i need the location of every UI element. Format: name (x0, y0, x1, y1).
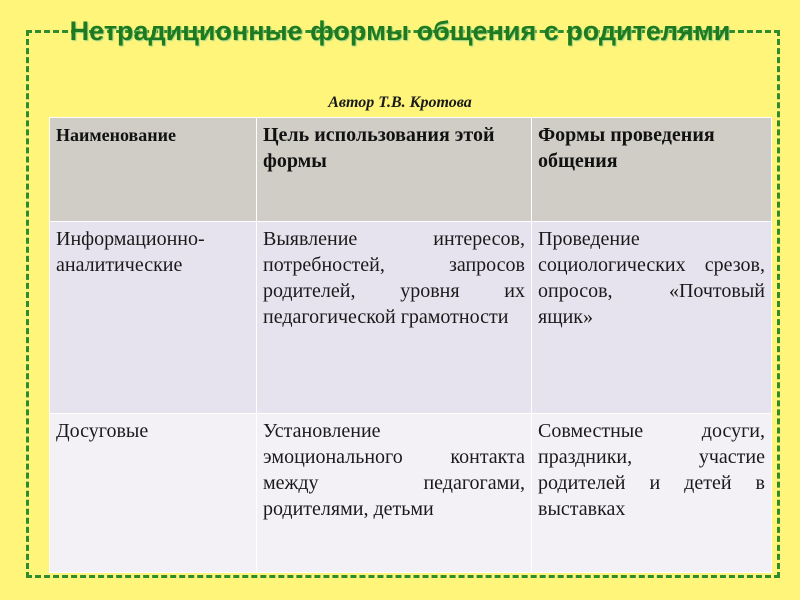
row-forms-cell: Проведение социологических срезов, опросов, «Почтовый ящик» (532, 222, 772, 414)
header-forms: Формы проведения общения (532, 118, 772, 222)
header-goal: Цель использования этой формы (257, 118, 532, 222)
author-subtitle: Автор Т.В. Кротова (328, 94, 472, 111)
table-header-row (50, 118, 772, 222)
header-name: Наименование (50, 118, 257, 222)
row-goal-cell: Установление эмоционального контакта между педагогами, родителями, детьми (257, 414, 532, 573)
row-forms-cell: Совместные досуги, праздники, участие родителей и детей в выставках (532, 414, 772, 573)
table-row (50, 222, 772, 414)
forms-table (49, 117, 772, 573)
row-goal-cell: Выявление интересов, потребностей, запросов родителей, уровня их педагогической грамотности (257, 222, 532, 414)
table-row (50, 414, 772, 573)
slide-title: Нетрадиционные формы общения с родителями (69, 16, 731, 46)
row-name-cell: Досуговые (50, 414, 257, 573)
row-name-cell: Информационно-аналитические (50, 222, 257, 414)
